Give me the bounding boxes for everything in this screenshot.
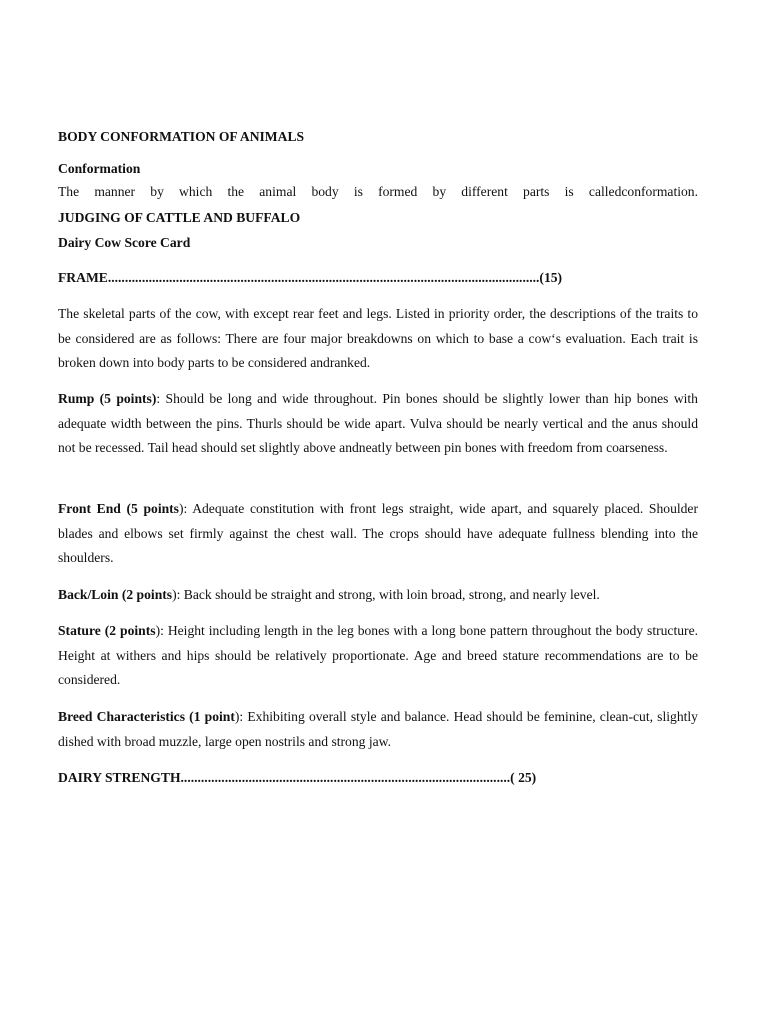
conformation-definition: The manner by which the animal body is formed by different parts is calledconformation. xyxy=(58,184,698,199)
document-title: BODY CONFORMATION OF ANIMALS xyxy=(58,129,305,144)
back-loin-paragraph xyxy=(58,583,698,608)
back-loin-label: Back/Loin (2 points xyxy=(58,587,173,602)
dairy-strength-score-line: DAIRY STRENGTH.................................................................................................( 25) xyxy=(58,770,537,785)
conformation-heading: Conformation xyxy=(58,161,141,176)
breed-text: ): Exhibiting overall style and balance. Head should be feminine, clean-cut, slightly dished with broad muzzle, large open nostrils and strong jaw. xyxy=(58,709,698,749)
rump-label: Rump (5 points) xyxy=(58,391,157,406)
stature-label: Stature (2 points xyxy=(58,623,156,638)
rump-text: : Should be long and wide throughout. Pin bones should be slightly lower than hip bones with adequate width between the pins. Thurls should be wide apart. Vulva should be nearly vertical and the anus should not be recessed. Tail head should set slightly above andneatly between pin bones with freedom from coarseness. xyxy=(58,391,698,456)
front-end-paragraph xyxy=(58,497,698,571)
stature-paragraph xyxy=(58,619,698,693)
back-loin-text: ): Back should be straight and strong, with loin broad, strong, and nearly level. xyxy=(172,587,600,602)
frame-score-line: FRAME...............................................................................................................................(15) xyxy=(58,270,563,285)
front-end-text: ): Adequate constitution with front legs straight, wide apart, and squarely placed. Shoulder blades and elbows set firmly against the chest wall. The crops should have adequate fullness blending into the shoulders. xyxy=(58,501,698,566)
judging-heading: JUDGING OF CATTLE AND BUFFALO xyxy=(58,210,301,225)
scorecard-heading: Dairy Cow Score Card xyxy=(58,235,191,250)
stature-text: ): Height including length in the leg bones with a long bone pattern throughout the body structure. Height at withers and hips should be relatively proportionate. Age and breed stature recommendations are to be considered. xyxy=(58,623,698,688)
frame-description: The skeletal parts of the cow, with except rear feet and legs. Listed in priority order, the descriptions of the traits to be considered are as follows: There are four major breakdowns on which to base a cow‘s evaluation. Each trait is broken down into body parts to be considered andranked. xyxy=(58,306,698,371)
front-end-label: Front End (5 points xyxy=(58,501,179,516)
rump-paragraph xyxy=(58,387,698,461)
breed-label: Breed Characteristics (1 point xyxy=(58,709,235,724)
breed-paragraph xyxy=(58,705,698,754)
